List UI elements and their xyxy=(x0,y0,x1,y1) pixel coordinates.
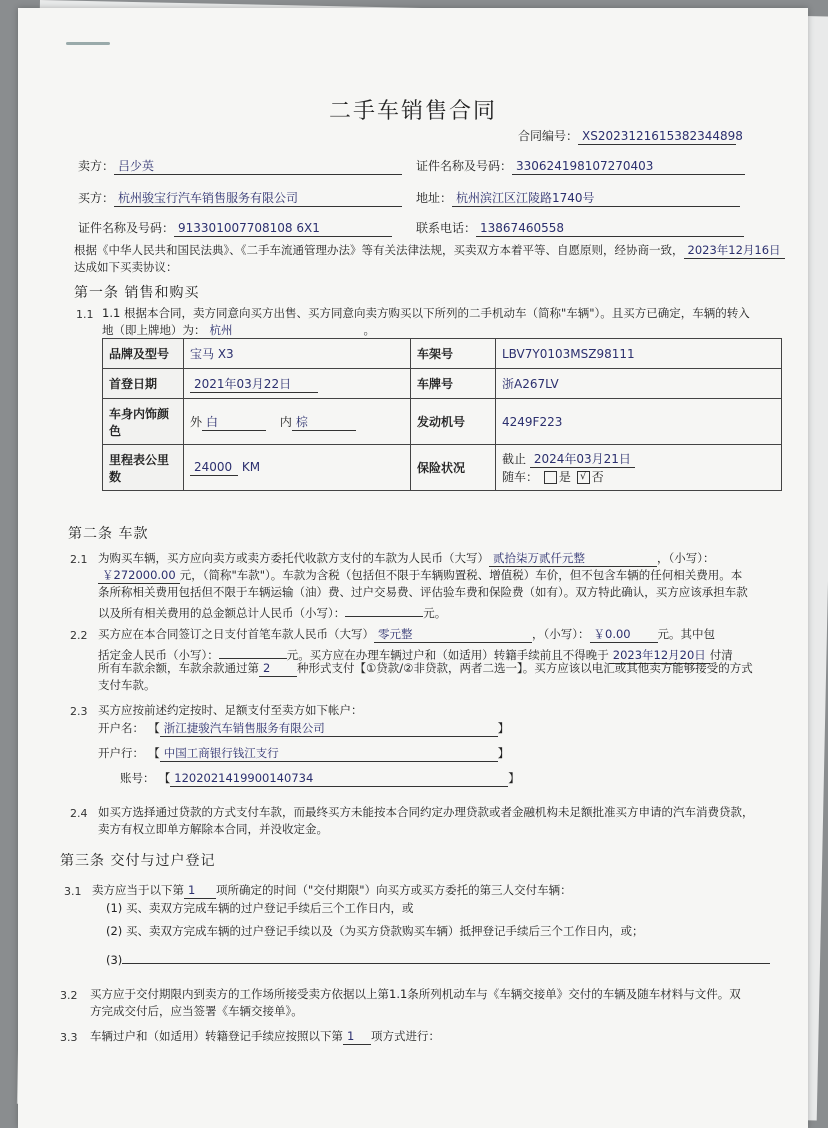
clause-2-3-number: 2.3 xyxy=(70,705,88,718)
clause-2-4-line-2: 卖方有权立即单方解除本合同，并没收定金。 xyxy=(98,822,328,836)
clause-1-1-number: 1.1 xyxy=(76,308,94,321)
no-checkbox: √ xyxy=(577,471,590,484)
mileage-cell: 24000 KM xyxy=(184,445,411,491)
plate-label: 车牌号 xyxy=(411,369,496,399)
clause-3-1-line-1: 卖方应当于以下第 1 项所确定的时间（"交付期限"）向买方或买方委托的第三人交付车辆： xyxy=(92,883,572,897)
article-1-heading: 第一条 销售和购买 xyxy=(74,285,200,301)
vehicle-table xyxy=(102,338,782,491)
preamble-line-2: 达成如下买卖协议： xyxy=(74,260,178,274)
clause-3-1-option-3: (3) xyxy=(106,948,770,968)
color-cell: 外 白 内 棕 xyxy=(184,399,411,445)
mileage-label: 里程表公里数 xyxy=(103,445,184,491)
clause-2-1-line-3: 条所称相关费用包括但不限于车辆运输（油）费、过户交易费、评估验车费和保险费（如有）。双方特此确认，买方应该承担车款 xyxy=(98,585,748,599)
registration-date-label: 首登日期 xyxy=(103,369,184,399)
page-title: 二手车销售合同 xyxy=(328,99,497,124)
color-label: 车身内饰颜色 xyxy=(103,399,184,445)
clause-2-1-line-1: 为购买车辆，买方应向卖方或卖方委托代收款方支付的车款为人民币（大写） 贰拾柒万贰仟元整 ，（小写）： xyxy=(98,551,715,565)
clause-3-2-line-2: 方完成交付后，应当签署《车辆交接单》。 xyxy=(90,1004,303,1018)
plate-value: 浙A267LV xyxy=(496,369,782,399)
clause-2-4-number: 2.4 xyxy=(70,807,88,820)
clause-2-1-line-4: 以及所有相关费用的总金额总计人民币（小写）： 元。 xyxy=(98,601,446,621)
clause-2-1-number: 2.1 xyxy=(70,553,88,566)
insurance-label: 保险状况 xyxy=(411,445,496,491)
clause-3-1-number: 3.1 xyxy=(64,885,82,898)
buyer-phone-field: 联系电话： 13867460558 xyxy=(416,220,744,237)
clause-3-1-option-1: (1) 买、卖双方完成车辆的过户登记手续后三个工作日内，或 xyxy=(106,901,414,915)
contract-page xyxy=(18,8,808,1128)
clause-3-2-number: 3.2 xyxy=(60,989,78,1002)
clause-3-2-line-1: 买方应于交付期限内到卖方的工作场所接受卖方依据以上第1.1条所列机动车与《车辆交接单》交付的车辆及随车材料与文件。双 xyxy=(90,987,741,1001)
vin-value: LBV7Y0103MSZ98111 xyxy=(496,339,782,369)
preamble-line-1: 根据《中华人民共和国民法典》、《二手车流通管理办法》等有关法律法规，买卖双方本着平等、自愿原则，经协商一致， 2023年12月16日 xyxy=(74,242,785,259)
clause-1-1-text-2: 地（即上牌地）为： 杭州 。 xyxy=(102,323,375,337)
clause-2-1-line-2: ￥272000.00 元，（简称"车款"）。车款为含税（包括但不限于车辆购置税、增值税）车价，但不包含车辆的任何相关费用。本 xyxy=(98,567,742,584)
engine-value: 4249F223 xyxy=(496,399,782,445)
brand-label: 品牌及型号 xyxy=(103,339,184,369)
clause-2-2-line-2: 括定金人民币（小写）： 元。买方应在办理车辆过户和（如适用）转籍手续前且不得晚于 2023年12月20日 付清 xyxy=(98,643,733,664)
brand-value: 宝马 X3 xyxy=(184,339,411,369)
seller-id-field: 证件名称及号码： 330624198107270403 xyxy=(416,158,745,175)
engine-label: 发动机号 xyxy=(411,399,496,445)
clause-3-3-line-1: 车辆过户和（如适用）转籍登记手续应按照以下第 1 项方式进行： xyxy=(90,1029,440,1043)
clause-1-1-text-1: 1.1 根据本合同，卖方同意向买方出售、买方同意向卖方购买以下所列的二手机动车（简称"车辆"）。且买方已确定，车辆的转入 xyxy=(102,306,750,320)
seller-field: 卖方： 吕少英 xyxy=(78,158,402,175)
article-2-heading: 第二条 车款 xyxy=(68,526,149,542)
registration-date-cell: 2021年03月22日 xyxy=(184,369,411,399)
clause-2-2-line-1: 买方应在本合同签订之日支付首笔车款人民币（大写） 零元整 ，（小写）： ￥0.00 元。其中包 xyxy=(98,627,715,641)
account-number-row: 账号： 【 1202021419900140734 】 xyxy=(120,771,520,785)
insurance-cell: 截止 2024年03月21日 随车： 是 √ 否 xyxy=(496,445,782,491)
contract-number: 合同编号： XS2023121615382344898 xyxy=(518,129,743,143)
yes-checkbox xyxy=(544,471,557,484)
clause-2-3-line-1: 买方应按前述约定按时、足额支付至卖方如下帐户： xyxy=(98,703,363,717)
clause-3-1-option-2: (2) 买、卖双方完成车辆的过户登记手续以及（为买方贷款购买车辆）抵押登记手续后三个工作日内，或； xyxy=(106,924,644,938)
buyer-id-field: 证件名称及号码： 913301007708108 6X1 xyxy=(78,220,392,237)
account-bank-row: 开户行： 【 中国工商银行钱江支行 】 xyxy=(98,746,510,760)
buyer-address-field: 地址： 杭州滨江区江陵路1740号 xyxy=(416,190,740,207)
clause-2-2-line-4: 支付车款。 xyxy=(98,678,156,692)
staple xyxy=(66,42,110,45)
clause-2-2-line-3: 所有车款余额，车款余款通过第 2 种形式支付【①贷款/②非贷款，两者二选一】。买方应该以电汇或其他卖方能够接受的方式 xyxy=(98,661,753,675)
buyer-field: 买方： 杭州骏宝行汽车销售服务有限公司 xyxy=(78,190,402,207)
article-3-heading: 第三条 交付与过户登记 xyxy=(60,853,216,869)
account-name-row: 开户名： 【 浙江捷骏汽车销售服务有限公司 】 xyxy=(98,721,510,735)
clause-2-4-line-1: 如买方选择通过贷款的方式支付车款，而最终买方未能按本合同约定办理贷款或者金融机构未足额批准买方申请的汽车消费贷款， xyxy=(98,805,754,819)
vin-label: 车架号 xyxy=(411,339,496,369)
clause-3-3-number: 3.3 xyxy=(60,1031,78,1044)
clause-2-2-number: 2.2 xyxy=(70,629,88,642)
